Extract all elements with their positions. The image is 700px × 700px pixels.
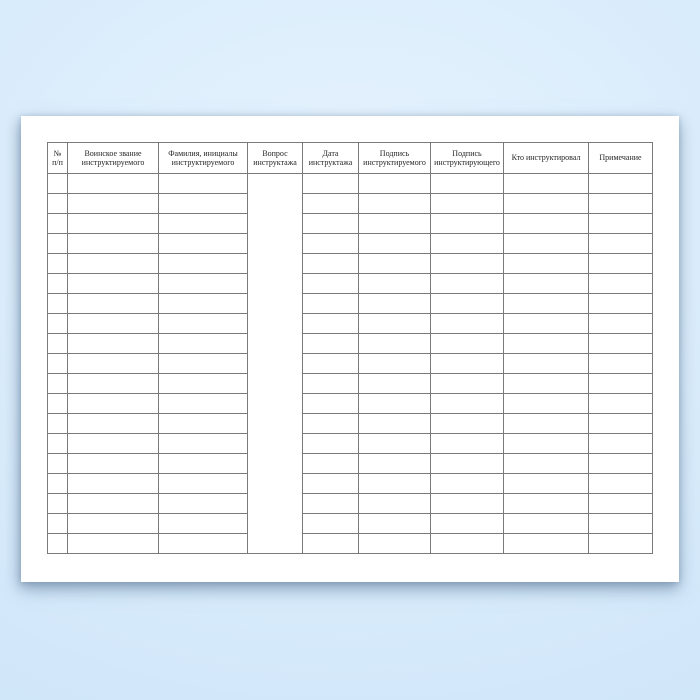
blank-cell-num: [48, 394, 68, 414]
table-row: [48, 514, 653, 534]
blank-cell-sign-instructed: [359, 494, 431, 514]
blank-cell-rank: [68, 214, 159, 234]
table-row: [48, 194, 653, 214]
blank-cell-who-instructed: [504, 194, 589, 214]
blank-cell-sign-instructor: [431, 514, 504, 534]
blank-cell-who-instructed: [504, 294, 589, 314]
blank-cell-sign-instructed: [359, 194, 431, 214]
blank-cell-name: [159, 194, 248, 214]
blank-cell-rank: [68, 534, 159, 554]
blank-cell-num: [48, 414, 68, 434]
blank-cell-name: [159, 274, 248, 294]
blank-cell-rank: [68, 494, 159, 514]
header-cell-question: [248, 143, 303, 174]
header-cell-note: [589, 143, 653, 174]
document-page: [21, 116, 679, 582]
blank-cell-sign-instructor: [431, 234, 504, 254]
blank-cell-name: [159, 374, 248, 394]
header-label-line: Подпись: [379, 148, 410, 158]
table-row: [48, 414, 653, 434]
blank-cell-num: [48, 194, 68, 214]
blank-cell-num: [48, 234, 68, 254]
blank-cell-sign-instructed: [359, 274, 431, 294]
blank-cell-name: [159, 334, 248, 354]
header-label-line: инструктажа: [308, 158, 353, 167]
blank-cell-name: [159, 174, 248, 194]
blank-cell-note: [589, 294, 653, 314]
blank-cell-sign-instructor: [431, 334, 504, 354]
header-cell-sign-instructor: [431, 143, 504, 174]
blank-cell-num: [48, 494, 68, 514]
blank-cell-sign-instructed: [359, 354, 431, 374]
blank-cell-sign-instructed: [359, 334, 431, 354]
header-label-line: Дата: [322, 148, 339, 158]
blank-cell-rank: [68, 474, 159, 494]
blank-cell-name: [159, 494, 248, 514]
header-label-line: инструктажа: [253, 158, 297, 167]
blank-cell-note: [589, 414, 653, 434]
blank-cell-who-instructed: [504, 394, 589, 414]
blank-cell-sign-instructed: [359, 434, 431, 454]
blank-cell-rank: [68, 274, 159, 294]
blank-cell-sign-instructor: [431, 394, 504, 414]
blank-cell-sign-instructed: [359, 174, 431, 194]
blank-cell-sign-instructor: [431, 294, 504, 314]
blank-cell-sign-instructor: [431, 194, 504, 214]
table-row: [48, 314, 653, 334]
header-label-line: Вопрос: [262, 148, 288, 158]
blank-cell-sign-instructed: [359, 454, 431, 474]
blank-cell-note: [589, 394, 653, 414]
table-row: [48, 214, 653, 234]
blank-cell-rank: [68, 374, 159, 394]
blank-cell-name: [159, 354, 248, 374]
blank-cell-who-instructed: [504, 494, 589, 514]
blank-cell-num: [48, 454, 68, 474]
blank-cell-sign-instructor: [431, 494, 504, 514]
blank-cell-date: [303, 534, 359, 554]
blank-cell-name: [159, 294, 248, 314]
blank-cell-note: [589, 174, 653, 194]
blank-cell-date: [303, 454, 359, 474]
header-label-line: Подпись: [452, 148, 482, 158]
blank-cell-rank: [68, 254, 159, 274]
header-label-line: Фамилия, инициалы: [168, 148, 238, 158]
table-row: [48, 394, 653, 414]
blank-cell-sign-instructor: [431, 414, 504, 434]
blank-cell-date: [303, 334, 359, 354]
header-cell-sign-instructed: [359, 143, 431, 174]
blank-cell-rank: [68, 334, 159, 354]
blank-cell-note: [589, 314, 653, 334]
blank-cell-sign-instructor: [431, 214, 504, 234]
table-row: [48, 354, 653, 374]
blank-cell-who-instructed: [504, 314, 589, 334]
blank-cell-sign-instructed: [359, 394, 431, 414]
blank-cell-num: [48, 214, 68, 234]
blank-cell-num: [48, 334, 68, 354]
blank-cell-num: [48, 174, 68, 194]
blank-cell-note: [589, 354, 653, 374]
header-label-line: инструктируемого: [363, 158, 426, 167]
blank-cell-sign-instructed: [359, 474, 431, 494]
header-cell-date: [303, 143, 359, 174]
header-label-line: Примечание: [599, 153, 642, 163]
blank-cell-date: [303, 354, 359, 374]
header-cell-num: [48, 143, 68, 174]
blank-cell-rank: [68, 194, 159, 214]
blank-cell-rank: [68, 434, 159, 454]
blank-cell-rank: [68, 294, 159, 314]
blank-cell-sign-instructed: [359, 514, 431, 534]
blank-cell-who-instructed: [504, 374, 589, 394]
blank-cell-sign-instructed: [359, 294, 431, 314]
blank-cell-who-instructed: [504, 414, 589, 434]
blank-cell-name: [159, 434, 248, 454]
blank-cell-note: [589, 474, 653, 494]
blank-cell-date: [303, 254, 359, 274]
blank-cell-name: [159, 214, 248, 234]
header-label-line: инструктируемого: [81, 158, 145, 167]
blank-cell-name: [159, 534, 248, 554]
merged-blank-cell-question: [248, 174, 303, 554]
table-row: [48, 234, 653, 254]
blank-cell-num: [48, 274, 68, 294]
table-row: [48, 474, 653, 494]
blank-cell-name: [159, 514, 248, 534]
header-label-line: инструктируемого: [171, 158, 235, 167]
blank-cell-date: [303, 474, 359, 494]
table-row: [48, 494, 653, 514]
blank-cell-num: [48, 434, 68, 454]
blank-cell-rank: [68, 314, 159, 334]
header-label-line: №: [53, 148, 62, 158]
blank-cell-name: [159, 314, 248, 334]
table-row: [48, 274, 653, 294]
blank-cell-note: [589, 514, 653, 534]
blank-cell-who-instructed: [504, 534, 589, 554]
blank-cell-date: [303, 174, 359, 194]
blank-cell-date: [303, 394, 359, 414]
blank-cell-name: [159, 474, 248, 494]
blank-cell-note: [589, 494, 653, 514]
blank-cell-name: [159, 414, 248, 434]
blank-cell-date: [303, 494, 359, 514]
table-row: [48, 374, 653, 394]
blank-cell-sign-instructor: [431, 434, 504, 454]
blank-cell-who-instructed: [504, 254, 589, 274]
header-label-line: Воинское звание: [84, 148, 142, 158]
blank-cell-who-instructed: [504, 214, 589, 234]
blank-cell-who-instructed: [504, 454, 589, 474]
blank-cell-num: [48, 314, 68, 334]
table-row: [48, 294, 653, 314]
blank-cell-num: [48, 254, 68, 274]
header-cell-name: [159, 143, 248, 174]
blank-cell-who-instructed: [504, 354, 589, 374]
blank-cell-date: [303, 234, 359, 254]
blank-cell-note: [589, 434, 653, 454]
blank-cell-num: [48, 374, 68, 394]
blank-cell-note: [589, 194, 653, 214]
blank-cell-sign-instructor: [431, 454, 504, 474]
instruction-log-table: [47, 142, 653, 554]
header-cell-rank: [68, 143, 159, 174]
blank-cell-date: [303, 414, 359, 434]
blank-cell-sign-instructor: [431, 534, 504, 554]
blank-cell-sign-instructor: [431, 354, 504, 374]
table-row: [48, 174, 653, 194]
blank-cell-note: [589, 374, 653, 394]
blank-cell-num: [48, 514, 68, 534]
blank-cell-who-instructed: [504, 274, 589, 294]
blank-cell-sign-instructor: [431, 314, 504, 334]
blank-cell-note: [589, 454, 653, 474]
blank-cell-who-instructed: [504, 334, 589, 354]
blank-cell-note: [589, 534, 653, 554]
blank-cell-who-instructed: [504, 174, 589, 194]
blank-cell-note: [589, 274, 653, 294]
blank-cell-rank: [68, 354, 159, 374]
blank-cell-note: [589, 334, 653, 354]
blank-cell-sign-instructed: [359, 314, 431, 334]
blank-cell-name: [159, 234, 248, 254]
blank-cell-sign-instructor: [431, 374, 504, 394]
blank-cell-sign-instructor: [431, 274, 504, 294]
blank-cell-sign-instructor: [431, 254, 504, 274]
blank-cell-who-instructed: [504, 234, 589, 254]
blank-cell-date: [303, 374, 359, 394]
blank-cell-note: [589, 254, 653, 274]
blank-cell-date: [303, 434, 359, 454]
blank-cell-num: [48, 474, 68, 494]
blank-cell-sign-instructed: [359, 254, 431, 274]
blank-cell-sign-instructed: [359, 234, 431, 254]
blank-cell-who-instructed: [504, 474, 589, 494]
blank-cell-sign-instructed: [359, 534, 431, 554]
blank-cell-rank: [68, 174, 159, 194]
table-row: [48, 254, 653, 274]
blank-cell-who-instructed: [504, 514, 589, 534]
header-row: [48, 143, 653, 174]
header-label-line: Кто инструктировал: [511, 153, 581, 163]
table-row: [48, 434, 653, 454]
table-row: [48, 534, 653, 554]
blank-cell-date: [303, 214, 359, 234]
blank-cell-date: [303, 294, 359, 314]
blank-cell-rank: [68, 454, 159, 474]
blank-cell-note: [589, 214, 653, 234]
blank-cell-who-instructed: [504, 434, 589, 454]
blank-cell-rank: [68, 414, 159, 434]
blank-cell-sign-instructed: [359, 414, 431, 434]
header-label-line: п/п: [52, 158, 63, 167]
table-body: [48, 174, 653, 554]
blank-cell-sign-instructed: [359, 374, 431, 394]
header-cell-who-instructed: [504, 143, 589, 174]
blank-cell-sign-instructed: [359, 214, 431, 234]
blank-cell-note: [589, 234, 653, 254]
blank-cell-rank: [68, 234, 159, 254]
table-row: [48, 334, 653, 354]
table-row: [48, 454, 653, 474]
blank-cell-date: [303, 314, 359, 334]
blank-cell-num: [48, 294, 68, 314]
blank-cell-name: [159, 254, 248, 274]
blank-cell-date: [303, 514, 359, 534]
blank-cell-name: [159, 394, 248, 414]
blank-cell-date: [303, 274, 359, 294]
blank-cell-rank: [68, 514, 159, 534]
blank-cell-name: [159, 454, 248, 474]
blank-cell-num: [48, 354, 68, 374]
blank-cell-sign-instructor: [431, 474, 504, 494]
header-label-line: инструктирующего: [434, 158, 500, 167]
blank-cell-date: [303, 194, 359, 214]
blank-cell-sign-instructor: [431, 174, 504, 194]
blank-cell-num: [48, 534, 68, 554]
blank-cell-rank: [68, 394, 159, 414]
